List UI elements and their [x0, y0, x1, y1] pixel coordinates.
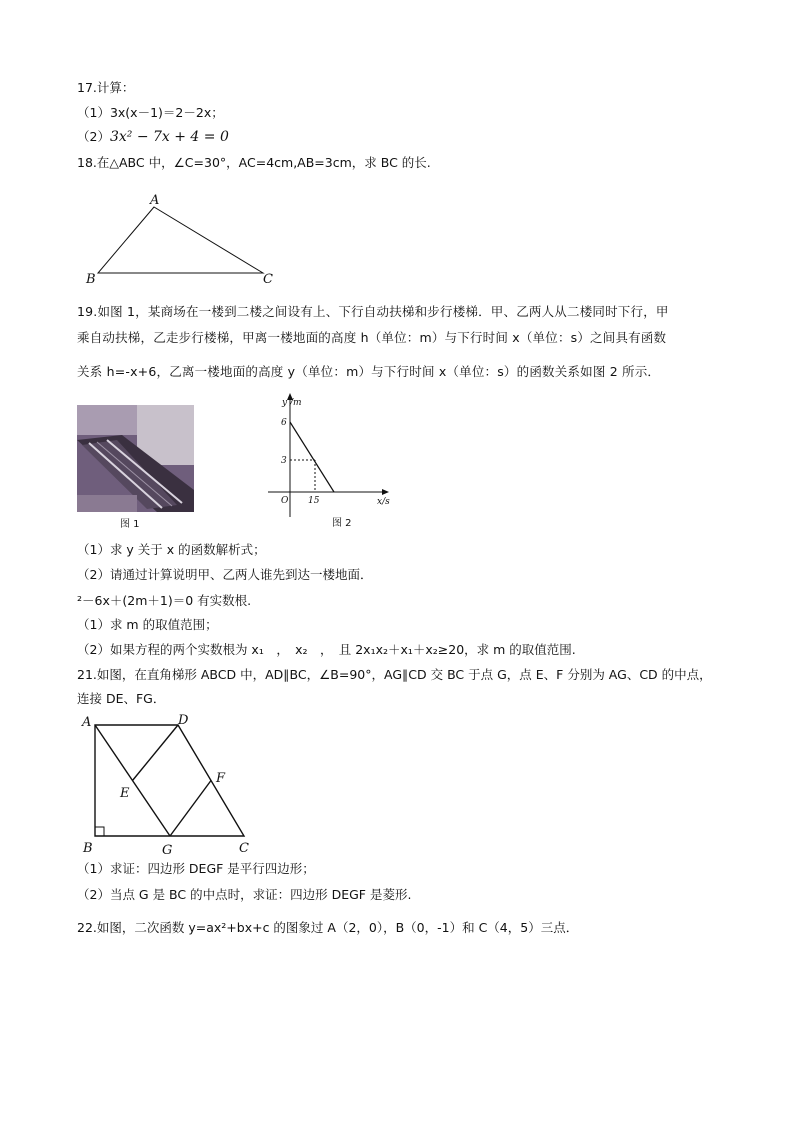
- q19-part2: （2）请通过计算说明甲、乙两人谁先到达一楼地面．: [77, 567, 373, 582]
- q19-line3: 关系 h=-x+6，乙离一楼地面的高度 y（单位：m）与下行时间 x（单位：s）的函数关系如图 2 所示．: [77, 364, 661, 379]
- label-c: C: [263, 272, 273, 287]
- q18-text: 18.在△ABC 中，∠C=30°，AC=4cm,AB=3cm，求 BC 的长.: [77, 155, 431, 170]
- q19-line1: 19.如图 1，某商场在一楼到二楼之间设有上、下行自动扶梯和步行楼梯．甲、乙两人从二楼同时下行，甲: [77, 304, 669, 319]
- y-axis-label: y /m: [282, 398, 302, 408]
- q21-part2: （2）当点 G 是 BC 的中点时，求证：四边形 DEGF 是菱形.: [77, 887, 412, 902]
- q21-line1: 21.如图，在直角梯形 ABCD 中，AD∥BC，∠B=90°，AG∥CD 交 BC 于点 G，点 E、F 分别为 AG、CD 的中点，: [77, 667, 712, 682]
- q21-trapezoid-figure: [78, 712, 278, 860]
- q22-text: 22.如图，二次函数 y=ax²+bx+c 的图象过 A（2，0），B（0，-1）和 C（4，5）三点．: [77, 920, 579, 935]
- label-b: B: [86, 272, 96, 287]
- label-f: F: [216, 771, 226, 786]
- q21-part1: （1）求证：四边形 DEGF 是平行四边形；: [77, 861, 315, 876]
- q21-line2: 连接 DE、FG．: [77, 691, 166, 706]
- y-tick-6: 6: [281, 418, 287, 428]
- q20-line1: ²－6x＋(2m＋1)＝0 有实数根.: [77, 593, 252, 608]
- right-angle-mark: [95, 827, 104, 836]
- y-tick-3: 3: [281, 456, 287, 466]
- label-e: E: [120, 786, 130, 801]
- q20-part1: （1）求 m 的取值范围；: [77, 617, 218, 632]
- segment-de: [133, 725, 179, 781]
- q17-title: 17.计算：: [77, 80, 135, 95]
- label-b: B: [83, 841, 93, 856]
- q17-part2-equation: 3x² − 7x + 4 = 0: [109, 129, 229, 145]
- fig1-caption-svg: [120, 516, 160, 530]
- q19-part1: （1）求 y 关于 x 的函数解析式；: [77, 542, 266, 557]
- escalator-photo: [77, 405, 194, 512]
- fig2-caption: 图 2: [332, 518, 352, 529]
- q18-triangle-figure: [80, 190, 280, 290]
- label-a: A: [150, 193, 160, 208]
- q20-part2: （2）如果方程的两个实数根为 x₁ ， x₂ ， 且 2x₁x₂＋x₁＋x₂≥20，求 m 的取值范围.: [77, 642, 576, 657]
- label-a: A: [82, 715, 92, 730]
- segment-fg: [170, 781, 211, 837]
- x-tick-15: 15: [308, 496, 320, 506]
- label-g: G: [162, 843, 173, 858]
- label-c: C: [239, 841, 249, 856]
- q17-part2: [77, 129, 229, 145]
- x-axis-label: x/s: [377, 497, 390, 507]
- fig1-caption: 图 1: [120, 519, 140, 530]
- q19-graph: [260, 393, 400, 528]
- x-axis-arrow: [382, 489, 389, 495]
- q17-part1: （1）3x(x－1)＝2－2x；: [77, 105, 224, 120]
- q17-part2-prefix: （2）: [77, 129, 110, 144]
- function-line: [290, 422, 334, 492]
- origin-label: O: [281, 496, 289, 506]
- triangle-abc: [98, 207, 263, 273]
- q19-line2: 乘自动扶梯，乙走步行楼梯，甲离一楼地面的高度 h（单位：m）与下行时间 x（单位：s）之间具有函数: [77, 330, 667, 345]
- label-d: D: [178, 713, 189, 728]
